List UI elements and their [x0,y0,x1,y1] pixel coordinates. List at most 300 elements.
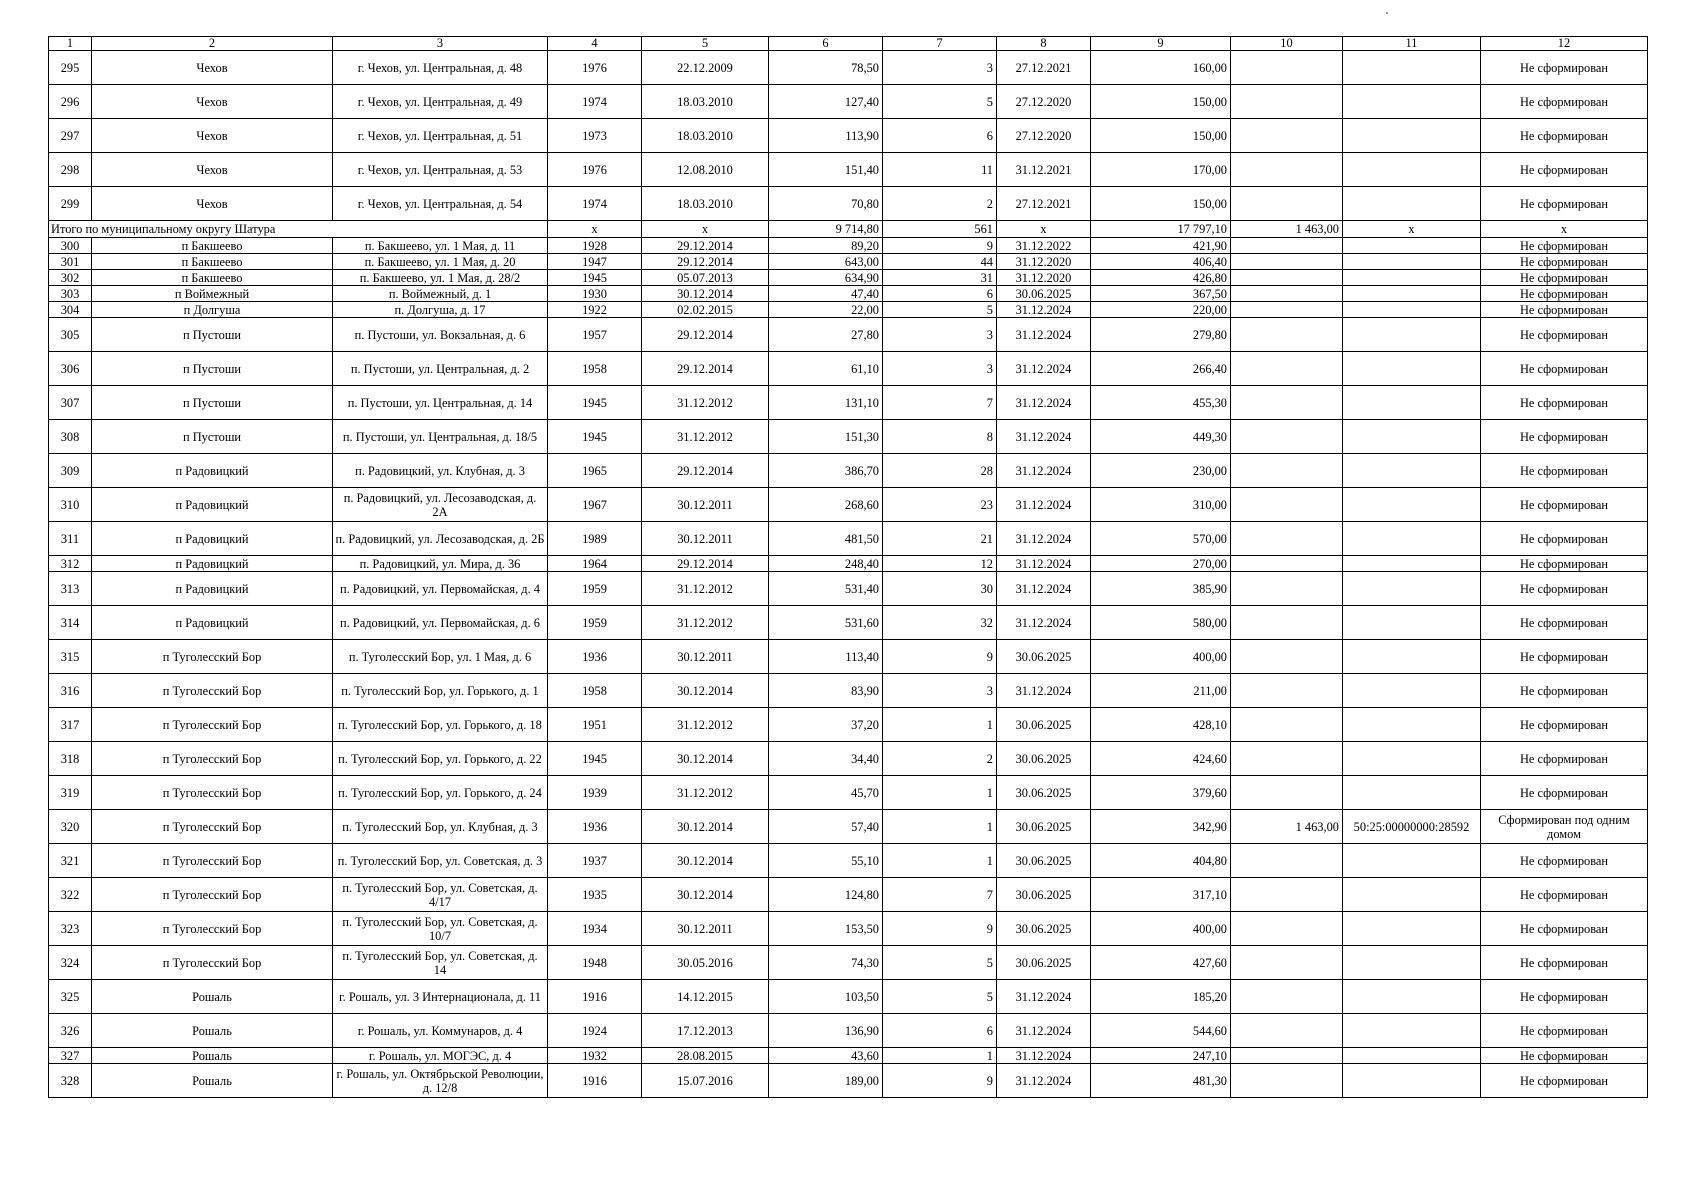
year-cell: 1930 [548,286,642,302]
row-number: 310 [49,488,92,522]
land-area-cell [1231,980,1343,1014]
year-cell: 1924 [548,1014,642,1048]
deadline-cell: 31.12.2024 [997,454,1091,488]
row-number: 309 [49,454,92,488]
total-date: x [642,221,769,238]
area-cell: 37,20 [769,708,883,742]
table-row [49,556,1648,572]
address-cell: п. Пустоши, ул. Центральная, д. 18/5 [333,420,548,454]
people-cell: 3 [883,352,997,386]
people-cell: 6 [883,286,997,302]
cadastral-cell: 50:25:00000000:28592 [1343,810,1481,844]
status-cell: Не сформирован [1481,119,1648,153]
address-cell: п. Туголесский Бор, ул. Клубная, д. 3 [333,810,548,844]
address-cell: п. Туголесский Бор, ул. Советская, д. 4/17 [333,878,548,912]
cadastral-cell [1343,522,1481,556]
settlement-cell: п Туголесский Бор [92,912,333,946]
date-cell: 15.07.2016 [642,1064,769,1098]
land-area-cell [1231,742,1343,776]
address-cell: п. Радовицкий, ул. Клубная, д. 3 [333,454,548,488]
people-cell: 9 [883,640,997,674]
settlement-cell: п Бакшеево [92,270,333,286]
cost-cell: 185,20 [1091,980,1231,1014]
row-number: 307 [49,386,92,420]
date-cell: 29.12.2014 [642,556,769,572]
area-cell: 61,10 [769,352,883,386]
status-cell: Не сформирован [1481,980,1648,1014]
address-cell: г. Рошаль, ул. 3 Интернационала, д. 11 [333,980,548,1014]
settlement-cell: Рошаль [92,1048,333,1064]
land-area-cell: 1 463,00 [1231,810,1343,844]
cost-cell: 424,60 [1091,742,1231,776]
status-cell: Не сформирован [1481,85,1648,119]
row-number: 304 [49,302,92,318]
deadline-cell: 30.06.2025 [997,286,1091,302]
cadastral-cell [1343,878,1481,912]
date-cell: 29.12.2014 [642,238,769,254]
table-row [49,302,1648,318]
deadline-cell: 31.12.2024 [997,1014,1091,1048]
date-cell: 29.12.2014 [642,318,769,352]
cadastral-cell [1343,844,1481,878]
deadline-cell: 31.12.2021 [997,153,1091,187]
address-cell: г. Чехов, ул. Центральная, д. 49 [333,85,548,119]
area-cell: 45,70 [769,776,883,810]
address-cell: п. Радовицкий, ул. Первомайская, д. 4 [333,572,548,606]
row-number: 295 [49,51,92,85]
area-cell: 113,90 [769,119,883,153]
cadastral-cell [1343,119,1481,153]
year-cell: 1951 [548,708,642,742]
status-cell: Не сформирован [1481,1064,1648,1098]
table-row [49,386,1648,420]
year-cell: 1937 [548,844,642,878]
status-cell: Сформирован под одним домом [1481,810,1648,844]
row-number: 296 [49,85,92,119]
people-cell: 2 [883,187,997,221]
date-cell: 30.12.2011 [642,912,769,946]
area-cell: 531,60 [769,606,883,640]
row-number: 297 [49,119,92,153]
address-cell: г. Рошаль, ул. Октябрьской Революции, д. 12/8 [333,1064,548,1098]
status-cell: Не сформирован [1481,606,1648,640]
total-cost: 17 797,10 [1091,221,1231,238]
address-cell: п. Туголесский Бор, ул. Горького, д. 22 [333,742,548,776]
land-area-cell [1231,912,1343,946]
year-cell: 1932 [548,1048,642,1064]
deadline-cell: 30.06.2025 [997,844,1091,878]
people-cell: 23 [883,488,997,522]
deadline-cell: 30.06.2025 [997,912,1091,946]
date-cell: 30.12.2014 [642,742,769,776]
area-cell: 124,80 [769,878,883,912]
status-cell: Не сформирован [1481,640,1648,674]
cost-cell: 421,90 [1091,238,1231,254]
settlement-cell: п Пустоши [92,352,333,386]
cadastral-cell [1343,708,1481,742]
people-cell: 30 [883,572,997,606]
table-row [49,420,1648,454]
cadastral-cell [1343,352,1481,386]
year-cell: 1958 [548,352,642,386]
land-area-cell [1231,522,1343,556]
column-number: 11 [1343,37,1481,51]
deadline-cell: 31.12.2024 [997,572,1091,606]
settlement-cell: п Радовицкий [92,606,333,640]
cost-cell: 230,00 [1091,454,1231,488]
area-cell: 189,00 [769,1064,883,1098]
status-cell: Не сформирован [1481,878,1648,912]
year-cell: 1945 [548,420,642,454]
deadline-cell: 31.12.2024 [997,1048,1091,1064]
column-number: 12 [1481,37,1648,51]
people-cell: 1 [883,1048,997,1064]
settlement-cell: п Туголесский Бор [92,776,333,810]
year-cell: 1973 [548,119,642,153]
deadline-cell: 27.12.2021 [997,187,1091,221]
cost-cell: 427,60 [1091,946,1231,980]
status-cell: Не сформирован [1481,352,1648,386]
column-number: 9 [1091,37,1231,51]
people-cell: 1 [883,708,997,742]
cost-cell: 544,60 [1091,1014,1231,1048]
cadastral-cell [1343,674,1481,708]
deadline-cell: 31.12.2024 [997,352,1091,386]
row-number: 298 [49,153,92,187]
cadastral-cell [1343,51,1481,85]
area-cell: 57,40 [769,810,883,844]
row-number: 302 [49,270,92,286]
date-cell: 18.03.2010 [642,187,769,221]
table-row [49,844,1648,878]
address-cell: п. Туголесский Бор, ул. Советская, д. 14 [333,946,548,980]
total-deadline: x [997,221,1091,238]
settlement-cell: Чехов [92,119,333,153]
total-year: x [548,221,642,238]
land-area-cell [1231,238,1343,254]
status-cell: Не сформирован [1481,708,1648,742]
row-number: 325 [49,980,92,1014]
area-cell: 127,40 [769,85,883,119]
cost-cell: 385,90 [1091,572,1231,606]
table-row [49,488,1648,522]
land-area-cell [1231,1048,1343,1064]
date-cell: 30.12.2014 [642,878,769,912]
cadastral-cell [1343,776,1481,810]
year-cell: 1976 [548,153,642,187]
table-row [49,119,1648,153]
table-row [49,1014,1648,1048]
people-cell: 32 [883,606,997,640]
people-cell: 9 [883,1064,997,1098]
year-cell: 1989 [548,522,642,556]
status-cell: Не сформирован [1481,946,1648,980]
land-area-cell [1231,1014,1343,1048]
cadastral-cell [1343,946,1481,980]
cost-cell: 220,00 [1091,302,1231,318]
deadline-cell: 30.06.2025 [997,640,1091,674]
land-area-cell [1231,946,1343,980]
cost-cell: 279,80 [1091,318,1231,352]
address-cell: п. Туголесский Бор, ул. Горького, д. 18 [333,708,548,742]
address-cell: п. Пустоши, ул. Вокзальная, д. 6 [333,318,548,352]
settlement-cell: п Радовицкий [92,522,333,556]
people-cell: 3 [883,318,997,352]
address-cell: п. Бакшеево, ул. 1 Мая, д. 20 [333,254,548,270]
row-number: 299 [49,187,92,221]
row-number: 301 [49,254,92,270]
row-number: 316 [49,674,92,708]
table-row [49,522,1648,556]
cost-cell: 270,00 [1091,556,1231,572]
total-row [49,221,1648,238]
date-cell: 29.12.2014 [642,352,769,386]
land-area-cell [1231,85,1343,119]
deadline-cell: 31.12.2024 [997,606,1091,640]
cost-cell: 170,00 [1091,153,1231,187]
date-cell: 22.12.2009 [642,51,769,85]
address-cell: п. Радовицкий, ул. Первомайская, д. 6 [333,606,548,640]
deadline-cell: 27.12.2020 [997,85,1091,119]
settlement-cell: п Долгуша [92,302,333,318]
area-cell: 268,60 [769,488,883,522]
settlement-cell: п Туголесский Бор [92,674,333,708]
cadastral-cell [1343,286,1481,302]
date-cell: 29.12.2014 [642,254,769,270]
row-number: 322 [49,878,92,912]
status-cell: Не сформирован [1481,302,1648,318]
table-row [49,776,1648,810]
date-cell: 30.12.2014 [642,674,769,708]
status-cell: Не сформирован [1481,674,1648,708]
land-area-cell [1231,386,1343,420]
status-cell: Не сформирован [1481,556,1648,572]
people-cell: 7 [883,386,997,420]
date-cell: 30.12.2014 [642,286,769,302]
cadastral-cell [1343,187,1481,221]
people-cell: 5 [883,946,997,980]
year-cell: 1928 [548,238,642,254]
settlement-cell: п Туголесский Бор [92,844,333,878]
status-cell: Не сформирован [1481,254,1648,270]
row-number: 313 [49,572,92,606]
people-cell: 3 [883,674,997,708]
cost-cell: 404,80 [1091,844,1231,878]
cadastral-cell [1343,302,1481,318]
date-cell: 30.05.2016 [642,946,769,980]
cost-cell: 367,50 [1091,286,1231,302]
people-cell: 6 [883,119,997,153]
row-number: 323 [49,912,92,946]
total-area: 9 714,80 [769,221,883,238]
people-cell: 5 [883,302,997,318]
table-row [49,572,1648,606]
year-cell: 1945 [548,270,642,286]
people-cell: 1 [883,844,997,878]
status-cell: Не сформирован [1481,742,1648,776]
column-number: 4 [548,37,642,51]
area-cell: 531,40 [769,572,883,606]
cost-cell: 160,00 [1091,51,1231,85]
area-cell: 386,70 [769,454,883,488]
cost-cell: 310,00 [1091,488,1231,522]
cost-cell: 342,90 [1091,810,1231,844]
people-cell: 5 [883,980,997,1014]
table-row [49,606,1648,640]
column-number: 8 [997,37,1091,51]
settlement-cell: п Туголесский Бор [92,742,333,776]
cost-cell: 400,00 [1091,912,1231,946]
people-cell: 28 [883,454,997,488]
status-cell: Не сформирован [1481,286,1648,302]
date-cell: 18.03.2010 [642,119,769,153]
settlement-cell: п Туголесский Бор [92,878,333,912]
settlement-cell: п Пустоши [92,318,333,352]
status-cell: Не сформирован [1481,522,1648,556]
year-cell: 1974 [548,85,642,119]
date-cell: 18.03.2010 [642,85,769,119]
year-cell: 1965 [548,454,642,488]
row-number: 326 [49,1014,92,1048]
status-cell: Не сформирован [1481,454,1648,488]
housing-table-sheet [48,36,1647,1098]
date-cell: 29.12.2014 [642,454,769,488]
address-cell: п. Воймежный, д. 1 [333,286,548,302]
deadline-cell: 31.12.2020 [997,270,1091,286]
total-people: 561 [883,221,997,238]
date-cell: 31.12.2012 [642,776,769,810]
year-cell: 1974 [548,187,642,221]
scan-speck [1386,12,1388,14]
people-cell: 5 [883,85,997,119]
cost-cell: 428,10 [1091,708,1231,742]
table-row [49,640,1648,674]
status-cell: Не сформирован [1481,270,1648,286]
cadastral-cell [1343,254,1481,270]
table-row [49,153,1648,187]
deadline-cell: 31.12.2024 [997,1064,1091,1098]
cost-cell: 400,00 [1091,640,1231,674]
cost-cell: 406,40 [1091,254,1231,270]
cost-cell: 379,60 [1091,776,1231,810]
settlement-cell: п Радовицкий [92,572,333,606]
row-number: 318 [49,742,92,776]
status-cell: Не сформирован [1481,488,1648,522]
date-cell: 17.12.2013 [642,1014,769,1048]
status-cell: Не сформирован [1481,51,1648,85]
area-cell: 634,90 [769,270,883,286]
cadastral-cell [1343,386,1481,420]
people-cell: 1 [883,810,997,844]
row-number: 311 [49,522,92,556]
date-cell: 31.12.2012 [642,572,769,606]
status-cell: Не сформирован [1481,420,1648,454]
deadline-cell: 30.06.2025 [997,946,1091,980]
year-cell: 1934 [548,912,642,946]
area-cell: 83,90 [769,674,883,708]
deadline-cell: 30.06.2025 [997,878,1091,912]
people-cell: 21 [883,522,997,556]
cadastral-cell [1343,420,1481,454]
status-cell: Не сформирован [1481,386,1648,420]
settlement-cell: п Бакшеево [92,238,333,254]
status-cell: Не сформирован [1481,776,1648,810]
area-cell: 22,00 [769,302,883,318]
table-body [49,37,1648,1098]
date-cell: 31.12.2012 [642,386,769,420]
row-number: 314 [49,606,92,640]
deadline-cell: 31.12.2024 [997,980,1091,1014]
land-area-cell [1231,254,1343,270]
cadastral-cell [1343,912,1481,946]
area-cell: 55,10 [769,844,883,878]
cost-cell: 150,00 [1091,85,1231,119]
column-number: 2 [92,37,333,51]
area-cell: 248,40 [769,556,883,572]
year-cell: 1957 [548,318,642,352]
table-row [49,742,1648,776]
area-cell: 34,40 [769,742,883,776]
year-cell: 1967 [548,488,642,522]
deadline-cell: 31.12.2024 [997,420,1091,454]
land-area-cell [1231,454,1343,488]
land-area-cell [1231,270,1343,286]
total-cadastral: x [1343,221,1481,238]
settlement-cell: Рошаль [92,980,333,1014]
people-cell: 8 [883,420,997,454]
year-cell: 1948 [548,946,642,980]
column-number: 10 [1231,37,1343,51]
land-area-cell [1231,302,1343,318]
row-number: 315 [49,640,92,674]
area-cell: 151,30 [769,420,883,454]
settlement-cell: Чехов [92,187,333,221]
year-cell: 1916 [548,1064,642,1098]
area-cell: 27,80 [769,318,883,352]
land-area-cell [1231,640,1343,674]
land-area-cell [1231,1064,1343,1098]
land-area-cell [1231,674,1343,708]
table-row [49,1064,1648,1098]
deadline-cell: 31.12.2020 [997,254,1091,270]
column-number: 6 [769,37,883,51]
date-cell: 02.02.2015 [642,302,769,318]
cadastral-cell [1343,153,1481,187]
table-row [49,810,1648,844]
people-cell: 1 [883,776,997,810]
address-cell: п. Туголесский Бор, ул. 1 Мая, д. 6 [333,640,548,674]
date-cell: 30.12.2014 [642,844,769,878]
land-area-cell [1231,556,1343,572]
total-status: x [1481,221,1648,238]
status-cell: Не сформирован [1481,912,1648,946]
row-number: 312 [49,556,92,572]
settlement-cell: п Пустоши [92,420,333,454]
status-cell: Не сформирован [1481,187,1648,221]
cadastral-cell [1343,742,1481,776]
row-number: 321 [49,844,92,878]
settlement-cell: п Радовицкий [92,556,333,572]
date-cell: 30.12.2014 [642,810,769,844]
total-land-area: 1 463,00 [1231,221,1343,238]
column-number: 7 [883,37,997,51]
land-area-cell [1231,153,1343,187]
table-row [49,51,1648,85]
cadastral-cell [1343,454,1481,488]
table-row [49,878,1648,912]
deadline-cell: 31.12.2022 [997,238,1091,254]
table-row [49,85,1648,119]
